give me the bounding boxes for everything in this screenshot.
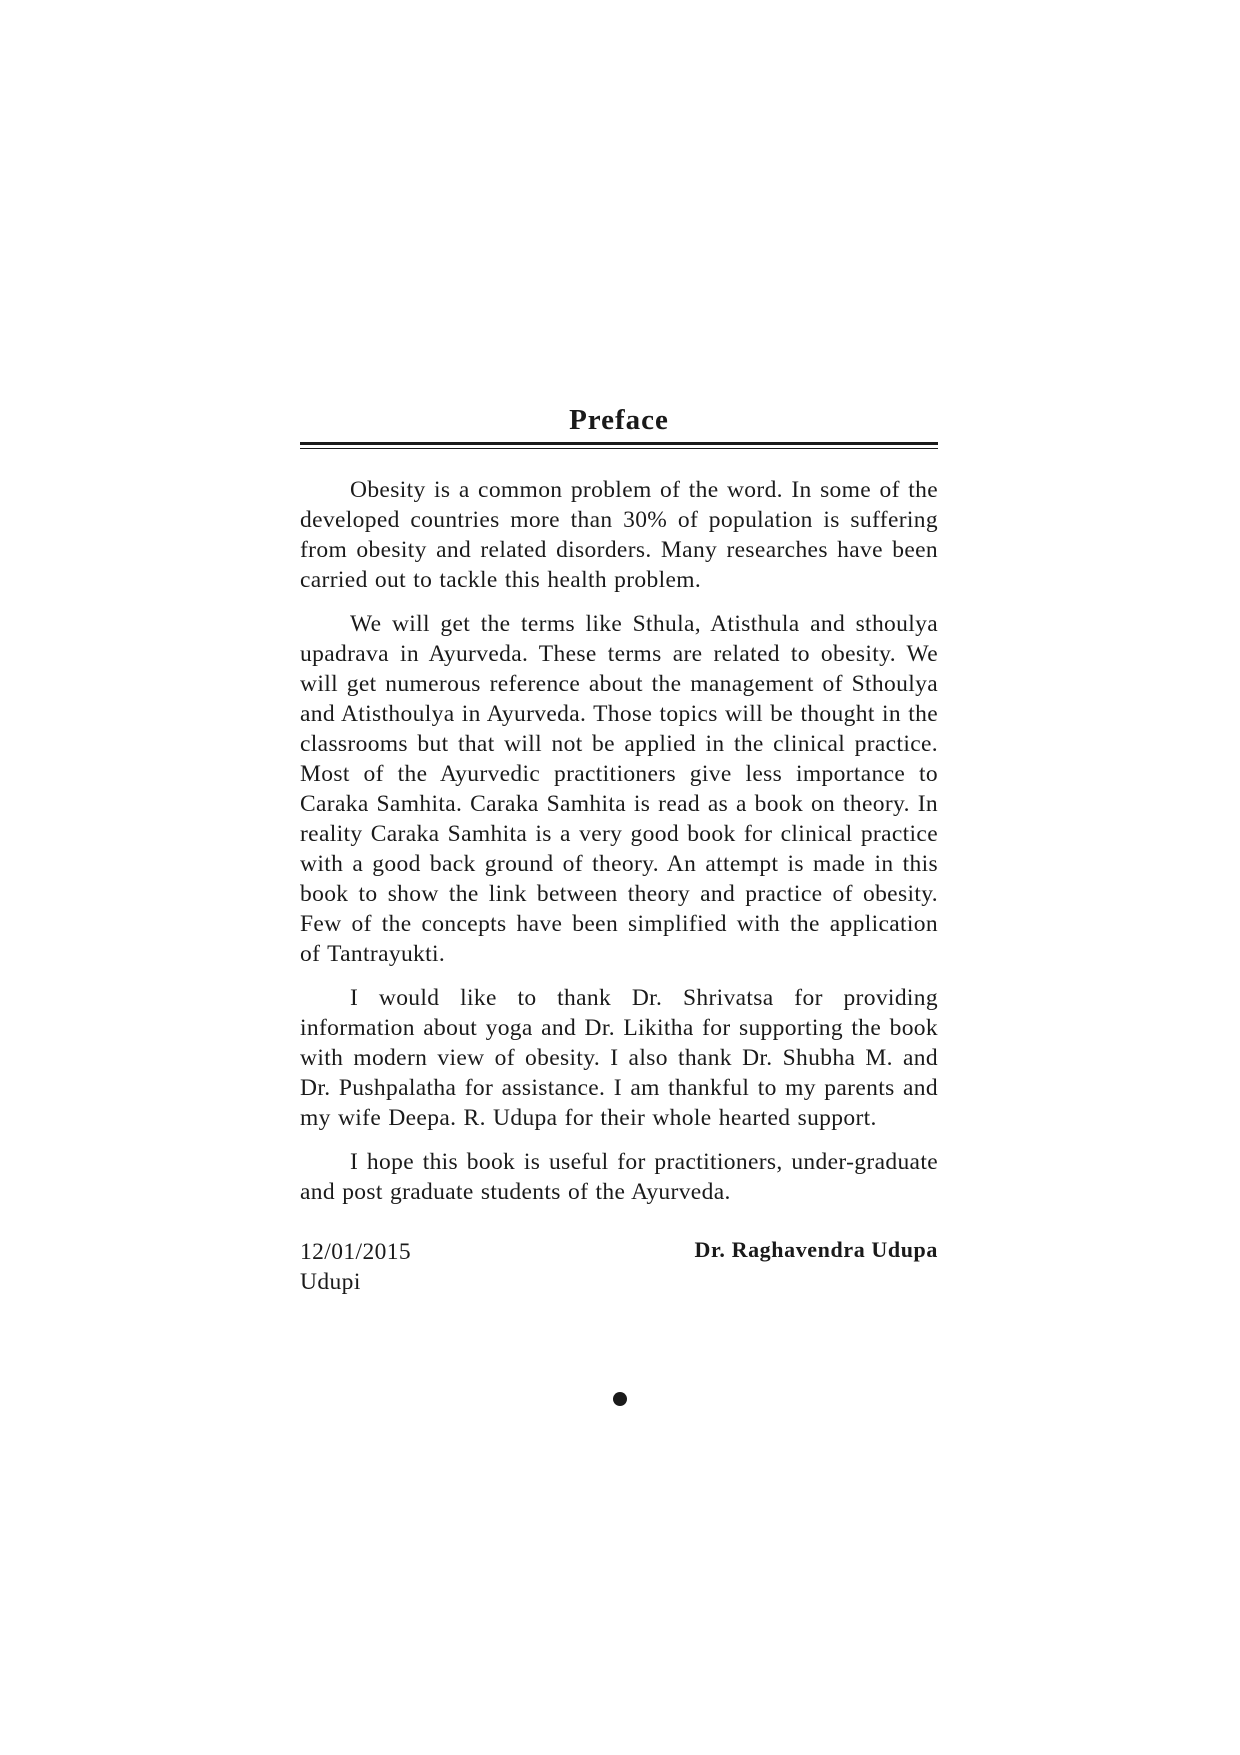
signature-author: Dr. Raghavendra Udupa xyxy=(694,1237,938,1262)
page-title: Preface xyxy=(569,404,669,436)
bullet-icon xyxy=(613,1392,627,1406)
signature-place: Udupi xyxy=(300,1269,361,1295)
paragraph-3: I would like to thank Dr. Shrivatsa for providing information about yoga and Dr. Likitha for supporting the book with modern view of obesity. I also thank Dr. Shubha M. and Dr. Pushpalatha for assistance. I am thankful to my parents and my wife Deepa. R. Udupa for their whole hearted support. xyxy=(300,985,938,1131)
paragraph-1: Obesity is a common problem of the word. In some of the developed countries more than 30% of population is suffering from obesity and related disorders. Many researches have been carried out to tackle this health problem. xyxy=(300,477,938,593)
preface-body xyxy=(300,475,938,1207)
paragraph-2: We will get the terms like Sthula, Atisthula and sthoulya upadrava in Ayurveda. These terms are related to obesity. We will get numerous reference about the management of Sthoulya and Atisthoulya in Ayurveda. Those topics will be thought in the classrooms but that will not be applied in the clinical practice. Most of the Ayurvedic practitioners give less importance to Caraka Samhita. Caraka Samhita is read as a book on theory. In reality Caraka Samhita is a very good book for clinical practice with a good back ground of theory. An attempt is made in this book to show the link between theory and practice of obesity. Few of the concepts have been simplified with the application of Tantrayukti. xyxy=(300,611,938,967)
paragraph-4: I hope this book is useful for practitioners, under-graduate and post graduate students of the Ayurveda. xyxy=(300,1149,938,1205)
preface-page xyxy=(300,400,938,1307)
signature-date: 12/01/2015 xyxy=(300,1239,412,1265)
date-place xyxy=(300,1237,411,1297)
title-divider xyxy=(300,442,938,449)
signature-block xyxy=(300,1237,938,1307)
